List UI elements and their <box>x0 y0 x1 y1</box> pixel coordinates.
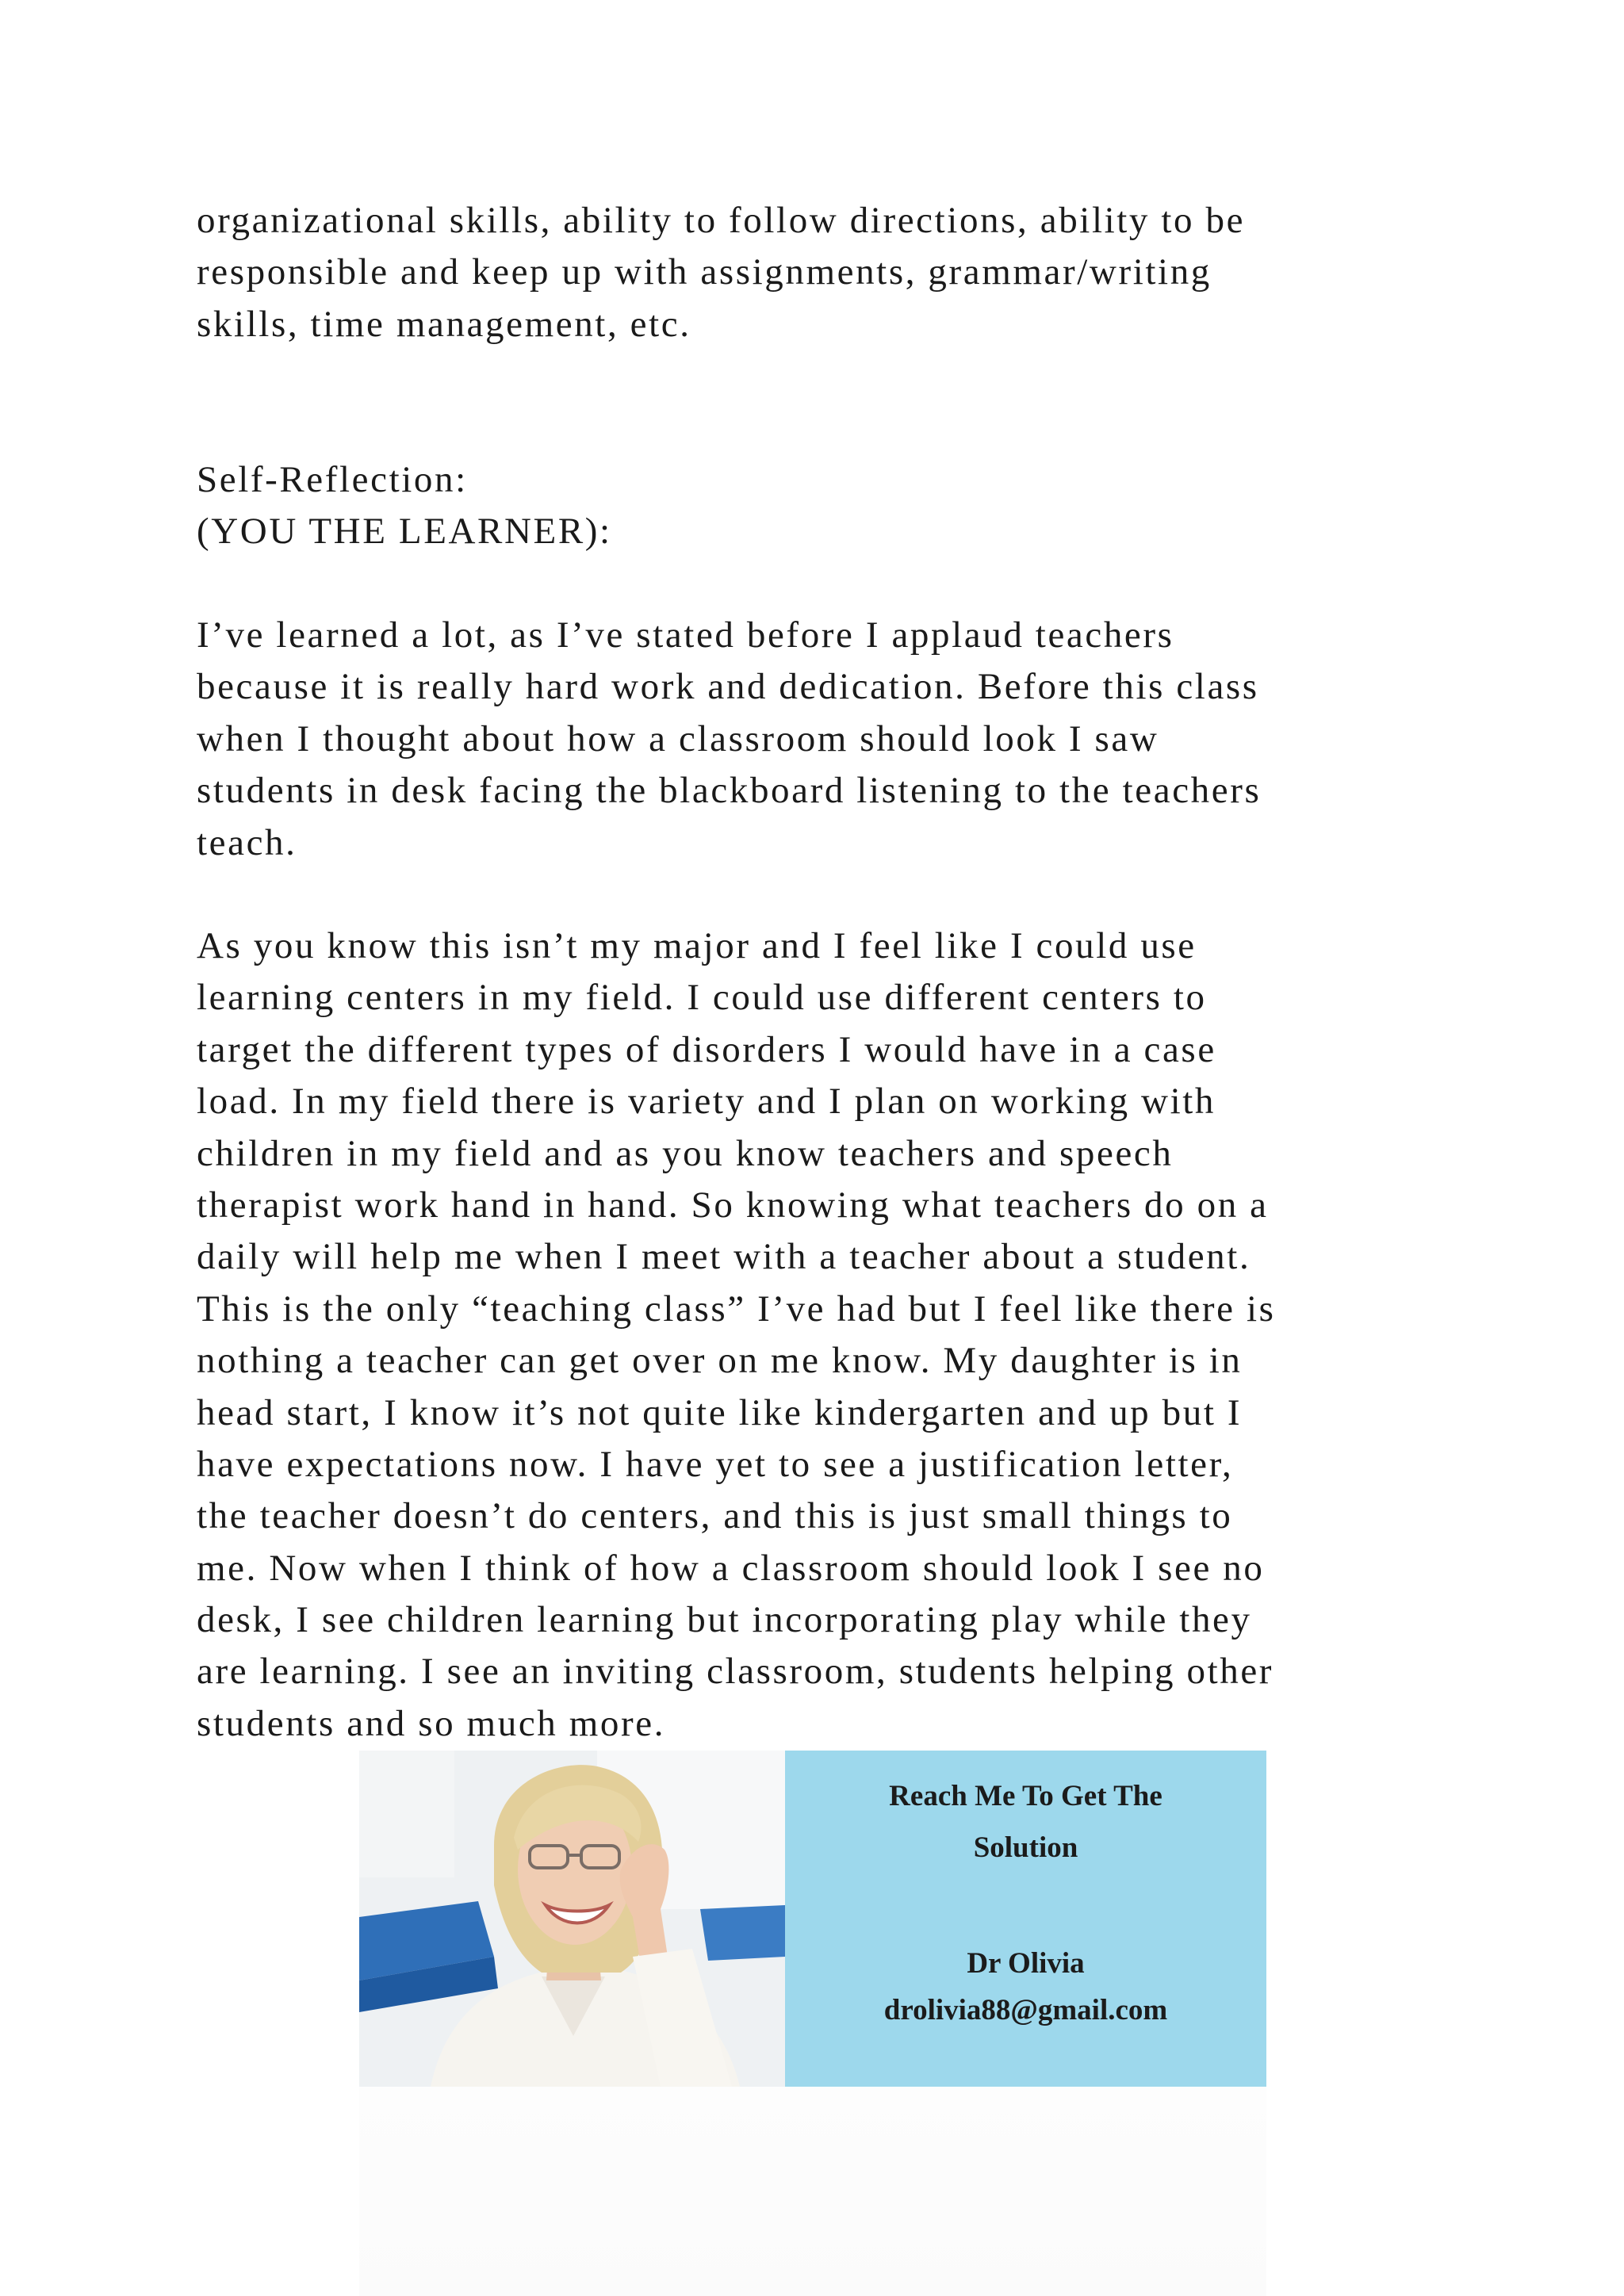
text-line: me. Now when I think of how a classroom should look I see no <box>197 1547 1265 1589</box>
text-line: have expectations now. I have yet to see a justification letter, <box>197 1443 1234 1485</box>
text-line: load. In my field there is variety and I plan on working with <box>197 1081 1216 1123</box>
text-line: I’ve learned a lot, as I’ve stated before I applaud teachers <box>197 614 1174 656</box>
tutor-photo <box>359 1751 785 2087</box>
ad-headline: Reach Me To Get The <box>889 1780 1162 1812</box>
text-line: when I thought about how a classroom should look I saw <box>197 718 1159 760</box>
text-line: learning centers in my field. I could use different centers to <box>197 977 1207 1019</box>
text-line: responsible and keep up with assignments, grammar/writing <box>197 251 1212 293</box>
text-line: therapist work hand in hand. So knowing what teachers do on a <box>197 1184 1269 1226</box>
heading-line: (YOU THE LEARNER): <box>197 511 612 553</box>
paragraph-1 <box>197 610 1450 869</box>
text-line: students and so much more. <box>197 1702 666 1744</box>
text-line: because it is really hard work and dedication. Before this class <box>197 666 1259 708</box>
text-line: As you know this isn’t my major and I feel like I could use <box>197 925 1197 966</box>
text-line: desk, I see children learning but incorporating play while they <box>197 1599 1252 1641</box>
ad-headline: Solution <box>973 1831 1078 1864</box>
text-line: children in my field and as you know teachers and speech <box>197 1132 1174 1174</box>
text-line: are learning. I see an inviting classroom, students helping other <box>197 1651 1274 1693</box>
contact-email[interactable]: drolivia88@gmail.com <box>883 1994 1168 2026</box>
text-line: the teacher doesn’t do centers, and this is just small things to <box>197 1495 1233 1537</box>
contact-card[interactable] <box>785 1751 1266 2087</box>
text-line: head start, I know it’s not quite like kindergarten and up but I <box>197 1391 1243 1433</box>
text-line: daily will help me when I meet with a teacher about a student. <box>197 1236 1251 1278</box>
text-line: organizational skills, ability to follow directions, ability to be <box>197 200 1246 241</box>
text-line: target the different types of disorders I would have in a case <box>197 1028 1216 1070</box>
heading-line: Self-Reflection: <box>197 459 468 500</box>
text-line: This is the only “teaching class” I’ve had but I feel like there is <box>197 1288 1276 1330</box>
text-line: skills, time management, etc. <box>197 303 691 345</box>
image-fade-area <box>359 2087 1266 2296</box>
text-line: students in desk facing the blackboard listening to the teachers <box>197 770 1262 812</box>
intro-text <box>197 195 1450 350</box>
ad-banner[interactable] <box>359 1751 1266 2087</box>
paragraph-2 <box>197 920 1450 1750</box>
text-line: nothing a teacher can get over on me know. My daughter is in <box>197 1340 1243 1382</box>
contact-name: Dr Olivia <box>967 1947 1085 1980</box>
woman-portrait-icon <box>359 1751 785 2087</box>
text-line: teach. <box>197 821 297 863</box>
section-heading <box>197 454 1450 558</box>
